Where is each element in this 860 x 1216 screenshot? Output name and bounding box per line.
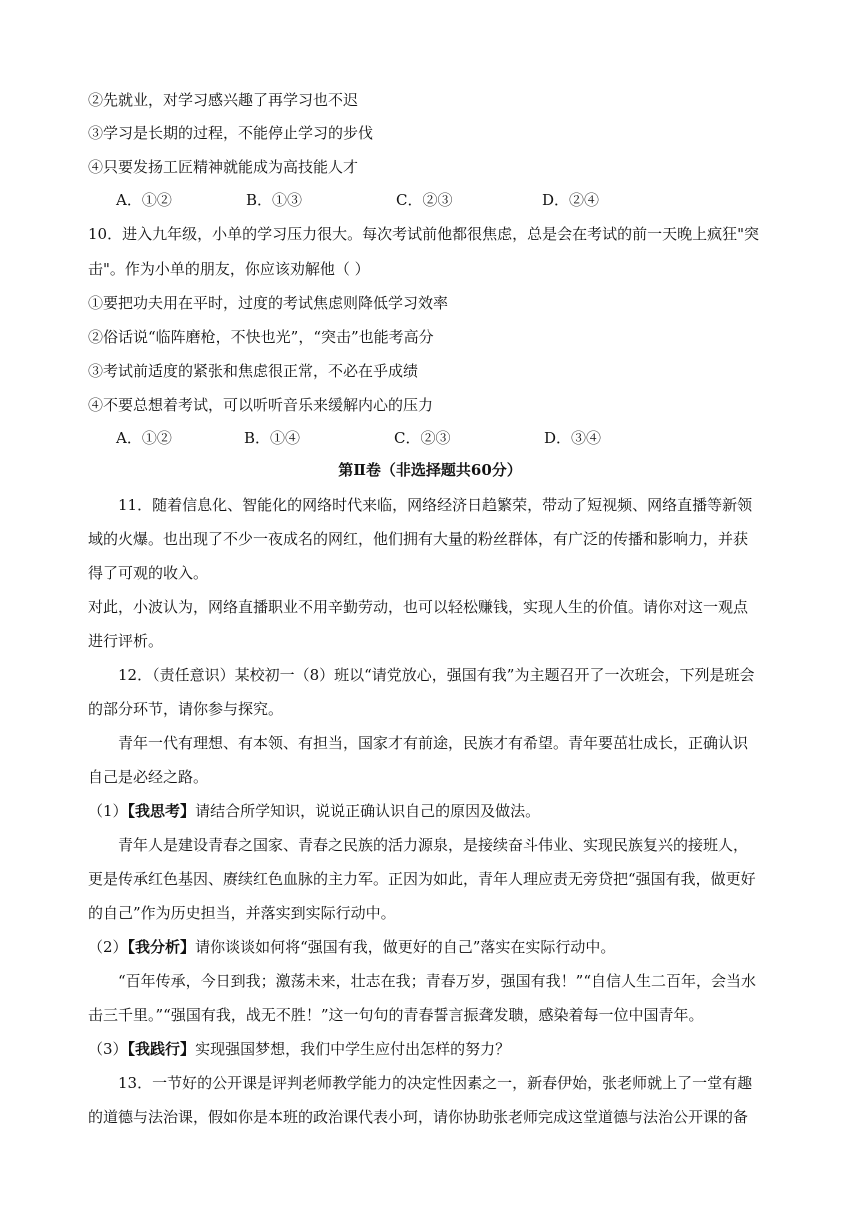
q12-material-2-line-3: 的自己”作为历史担当，并落实到实际行动中。	[88, 904, 396, 922]
q12-material-2-line-2: 更是传承红色基因、赓续红色血脉的主力军。正因为如此，青年人理应责无旁贷把“强国有我，做更好	[88, 870, 756, 888]
q12-material-2-line-1: 青年人是建设青春之国家、青春之民族的活力源泉，是接续奋斗伟业、实现民族复兴的接班人，	[118, 836, 749, 854]
q12-sub-2-text: 请你谈谈如何将“强国有我，做更好的自己”落实在实际行动中。	[195, 938, 616, 956]
q11-line-4: 对此，小波认为，网络直播职业不用辛勤劳动，也可以轻松赚钱，实现人生的价值。请你对这一观点	[88, 598, 749, 616]
q9-item-4: ④只要发扬工匠精神就能成为高技能人才	[88, 158, 359, 176]
q10-item-4: ④不要总想着考试，可以听听音乐来缓解内心的压力	[88, 396, 434, 414]
q10-option-d: D．③④	[544, 429, 602, 447]
q9-option-b: B．①③	[246, 191, 303, 209]
q12-sub-1-text: 请结合所学知识，说说正确认识自己的原因及做法。	[195, 802, 541, 820]
q13-line-2: 的道德与法治课，假如你是本班的政治课代表小珂，请你协助张老师完成这堂道德与法治公开课的备	[88, 1108, 749, 1126]
q11-line-1: 11．随着信息化、智能化的网络时代来临，网络经济日趋繁荣，带动了短视频、网络直播等新领	[118, 496, 753, 514]
q10-option-a: A．①②	[116, 429, 172, 447]
q9-item-3: ③学习是长期的过程，不能停止学习的步伐	[88, 124, 374, 142]
q10-stem-line-2: 击"。作为小单的朋友，你应该劝解他（ ）	[88, 260, 370, 278]
q9-option-c: C．②③	[396, 191, 453, 209]
q10-stem-line-1: 10．进入九年级，小单的学习压力很大。每次考试前他都很焦虑，总是会在考试的前一天晚上疯狂"突	[88, 225, 759, 243]
q9-item-2: ②先就业，对学习感兴趣了再学习也不迟	[88, 91, 359, 109]
q12-sub-3-text: 实现强国梦想，我们中学生应付出怎样的努力？	[195, 1040, 511, 1058]
q12-line-3: 青年一代有理想、有本领、有担当，国家才有前途，民族才有希望。青年要茁壮成长，正确认识	[118, 734, 749, 752]
q12-sub-2-tag: 【我分析】	[127, 938, 196, 956]
q12-material-3-line-1: “百年传承，今日到我；激荡未来，壮志在我；青春万岁，强国有我！”“自信人生二百年，会当水	[118, 972, 757, 990]
q12-line-2: 的部分环节，请你参与探究。	[88, 700, 284, 718]
q12-sub-3-tag: 【我践行】	[127, 1040, 196, 1058]
q12-line-1: 12．（责任意识）某校初一（8）班以“请党放心，强国有我”为主题召开了一次班会，下列是班会	[118, 666, 755, 684]
q11-line-5: 进行评析。	[88, 632, 164, 650]
q12-sub-3-prefix: （3）	[88, 1040, 128, 1058]
q11-line-2: 域的火爆。也出现了不少一夜成名的网红，他们拥有大量的粉丝群体，有广泛的传播和影响力，并获	[88, 530, 749, 548]
q11-line-3: 得了可观的收入。	[88, 564, 209, 582]
q10-item-2: ②俗话说“临阵磨枪，不快也光”，“突击”也能考高分	[88, 328, 434, 346]
q12-sub-2-prefix: （2）	[88, 938, 128, 956]
q10-option-c: C．②③	[394, 429, 451, 447]
q10-item-1: ①要把功夫用在平时，过度的考试焦虑则降低学习效率	[88, 294, 449, 312]
q12-sub-3	[88, 1039, 510, 1059]
q12-sub-1	[88, 801, 540, 821]
section-title: 第Ⅱ卷（非选择题共60分）	[338, 461, 522, 479]
q12-line-4: 自己是必经之路。	[88, 768, 209, 786]
q10-option-b: B．①④	[244, 429, 301, 447]
q9-option-d: D．②④	[542, 191, 600, 209]
q9-option-a: A．①②	[116, 191, 172, 209]
q13-line-1: 13．一节好的公开课是评判老师教学能力的决定性因素之一，新春伊始，张老师就上了一堂有趣	[118, 1074, 753, 1092]
q12-sub-1-tag: 【我思考】	[127, 802, 196, 820]
q12-sub-2	[88, 937, 615, 957]
q12-sub-1-prefix: （1）	[88, 802, 128, 820]
q12-material-3-line-2: 击三千里。”“强国有我，战无不胜！”这一句句的青春誓言振聋发聩，感染着每一位中国青年。	[88, 1006, 704, 1024]
q10-item-3: ③考试前适度的紧张和焦虑很正常，不必在乎成绩	[88, 362, 419, 380]
